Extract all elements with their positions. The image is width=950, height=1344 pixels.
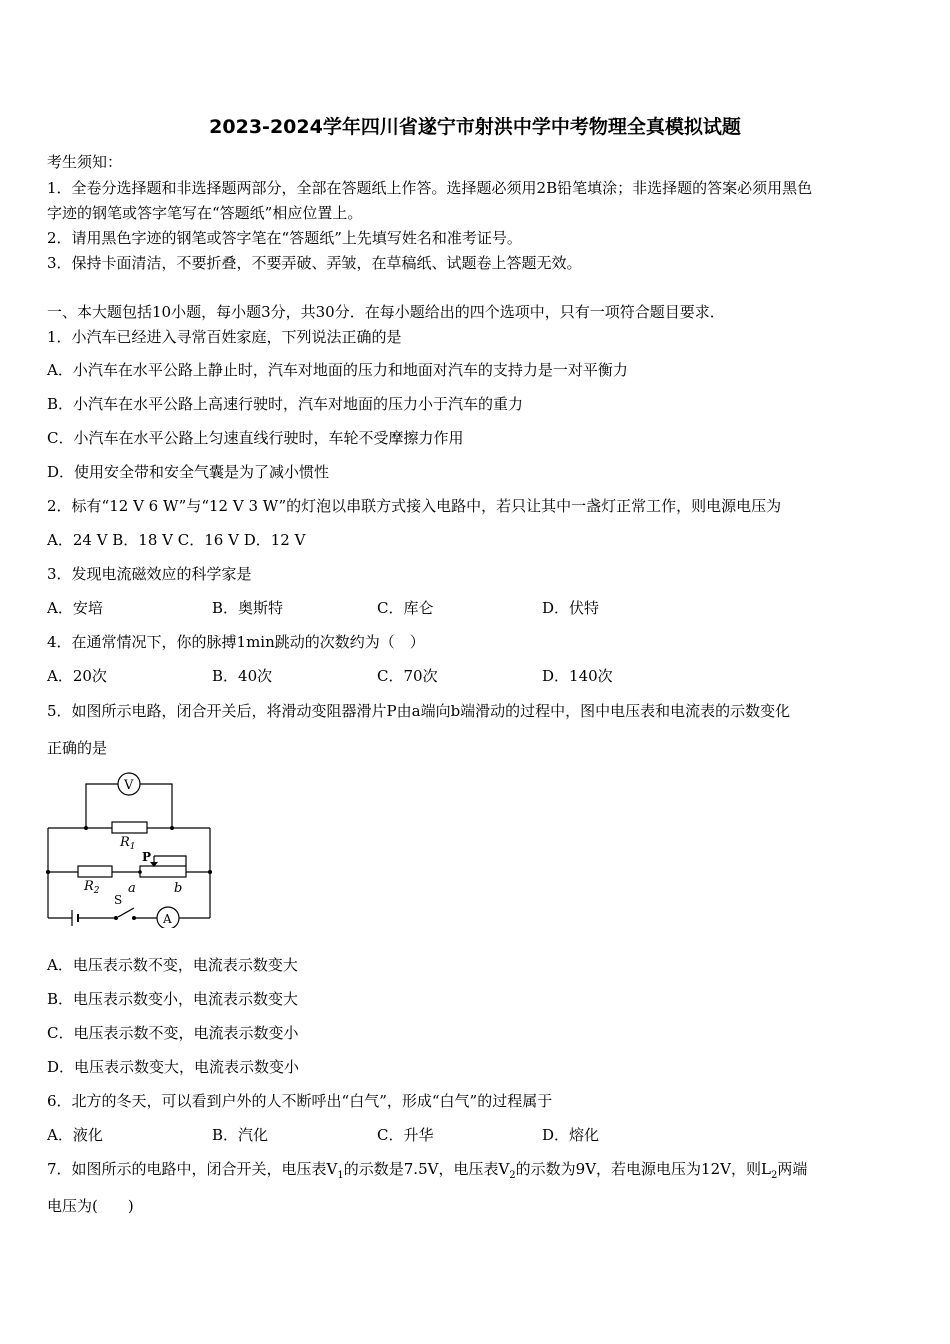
q4-option-b: B．40次 xyxy=(212,667,273,685)
page-title: 2023-2024学年四川省遂宁市射洪中学中考物理全真模拟试题 xyxy=(209,116,741,138)
notice-item-2: 2．请用黑色字迹的钢笔或答字笔在“答题纸”上先填写姓名和准考证号。 xyxy=(47,229,522,247)
resistor-r2 xyxy=(78,866,112,877)
switch-blade xyxy=(118,908,134,917)
notice-item-1a: 1．全卷分选择题和非选择题两部分，全部在答题纸上作答。选择题必须用2B铅笔填涂；非选择题的答案必须用黑色 xyxy=(47,179,813,197)
junction-dot xyxy=(46,870,50,874)
q4-option-c: C．70次 xyxy=(377,667,438,685)
q7-stem-line2: 电压为( ) xyxy=(47,1197,134,1215)
r1-label: $R_1$ xyxy=(120,835,136,852)
q3-option-d: D．伏特 xyxy=(542,599,600,617)
q6-stem: 6．北方的冬天，可以看到户外的人不断呼出“白气”，形成“白气”的过程属于 xyxy=(47,1092,553,1110)
switch-s-label: S xyxy=(114,893,123,907)
q3-option-b: B．奥斯特 xyxy=(212,599,284,617)
junction-dot xyxy=(84,826,88,830)
q7-stem-line1: 7．如图所示的电路中，闭合开关，电压表$V_1$的示数是7.5V，电压表$V_2$的示数为9V，若电源电压为12V，则$L_2$两端 xyxy=(47,1160,808,1181)
terminal-b-label: b xyxy=(174,881,183,896)
q5-option-d: D．电压表示数变大，电流表示数变小 xyxy=(47,1058,300,1076)
q1-option-d: D．使用安全带和安全气囊是为了减小惯性 xyxy=(47,463,330,481)
q1-option-b: B．小汽车在水平公路上高速行驶时，汽车对地面的压力小于汽车的重力 xyxy=(47,395,524,413)
q3-option-a: A．安培 xyxy=(47,599,103,617)
q5-option-c: C．电压表示数不变，电流表示数变小 xyxy=(47,1024,299,1042)
notice-heading: 考生须知： xyxy=(47,153,123,171)
q3-stem: 3．发现电流磁效应的科学家是 xyxy=(47,565,252,583)
q4-option-a: A．20次 xyxy=(47,667,107,685)
notice-item-1b: 字迹的钢笔或答字笔写在“答题纸”相应位置上。 xyxy=(47,204,363,222)
rheostat xyxy=(140,866,186,877)
q6-option-a: A．液化 xyxy=(47,1126,103,1144)
q2-stem: 2．标有“12 V 6 W”与“12 V 3 W”的灯泡以串联方式接入电路中，若只让其中一盏灯正常工作，则电源电压为 xyxy=(47,497,782,515)
junction-dot xyxy=(170,826,174,830)
q6-option-d: D．熔化 xyxy=(542,1126,600,1144)
r2-label: $R_2$ xyxy=(84,879,100,896)
q6-option-c: C．升华 xyxy=(377,1126,434,1144)
ammeter-label: A xyxy=(163,912,172,926)
switch-contact xyxy=(132,916,136,920)
q2-options: A．24 V B．18 V C．16 V D．12 V xyxy=(47,531,306,549)
q5-option-b: B．电压表示数变小，电流表示数变大 xyxy=(47,990,299,1008)
q1-stem: 1．小汽车已经进入寻常百姓家庭，下列说法正确的是 xyxy=(47,328,402,346)
terminal-a-label: a xyxy=(128,881,136,896)
terminal-a-dot xyxy=(138,870,142,874)
q6-option-b: B．汽化 xyxy=(212,1126,269,1144)
q5-stem-line1: 5．如图所示电路，闭合开关后，将滑动变阻器滑片P由a端向b端滑动的过程中，图中电压表和电流表的示数变化 xyxy=(47,702,791,720)
q1-option-a: A．小汽车在水平公路上静止时，汽车对地面的压力和地面对汽车的支持力是一对平衡力 xyxy=(47,361,628,379)
circuit-diagram xyxy=(44,768,214,928)
switch-pivot xyxy=(114,916,118,920)
junction-dot xyxy=(208,870,212,874)
notice-item-3: 3．保持卡面清洁，不要折叠，不要弄破、弄皱，在草稿纸、试题卷上答题无效。 xyxy=(47,254,582,272)
section-heading: 一、本大题包括10小题，每小题3分，共30分．在每小题给出的四个选项中，只有一项符合题目要求． xyxy=(47,303,725,321)
q4-option-d: D．140次 xyxy=(542,667,613,685)
q3-option-c: C．库仑 xyxy=(377,599,434,617)
voltmeter-label: V xyxy=(124,778,134,793)
q5-option-a: A．电压表示数不变，电流表示数变大 xyxy=(47,956,298,974)
slider-wire xyxy=(154,856,186,866)
slider-p-label: P xyxy=(142,850,152,864)
q4-stem: 4．在通常情况下，你的脉搏1min跳动的次数约为（ ） xyxy=(47,633,425,651)
q1-option-c: C．小汽车在水平公路上匀速直线行驶时，车轮不受摩擦力作用 xyxy=(47,429,464,447)
q5-stem-line2: 正确的是 xyxy=(47,739,108,757)
resistor-r1 xyxy=(112,822,147,833)
